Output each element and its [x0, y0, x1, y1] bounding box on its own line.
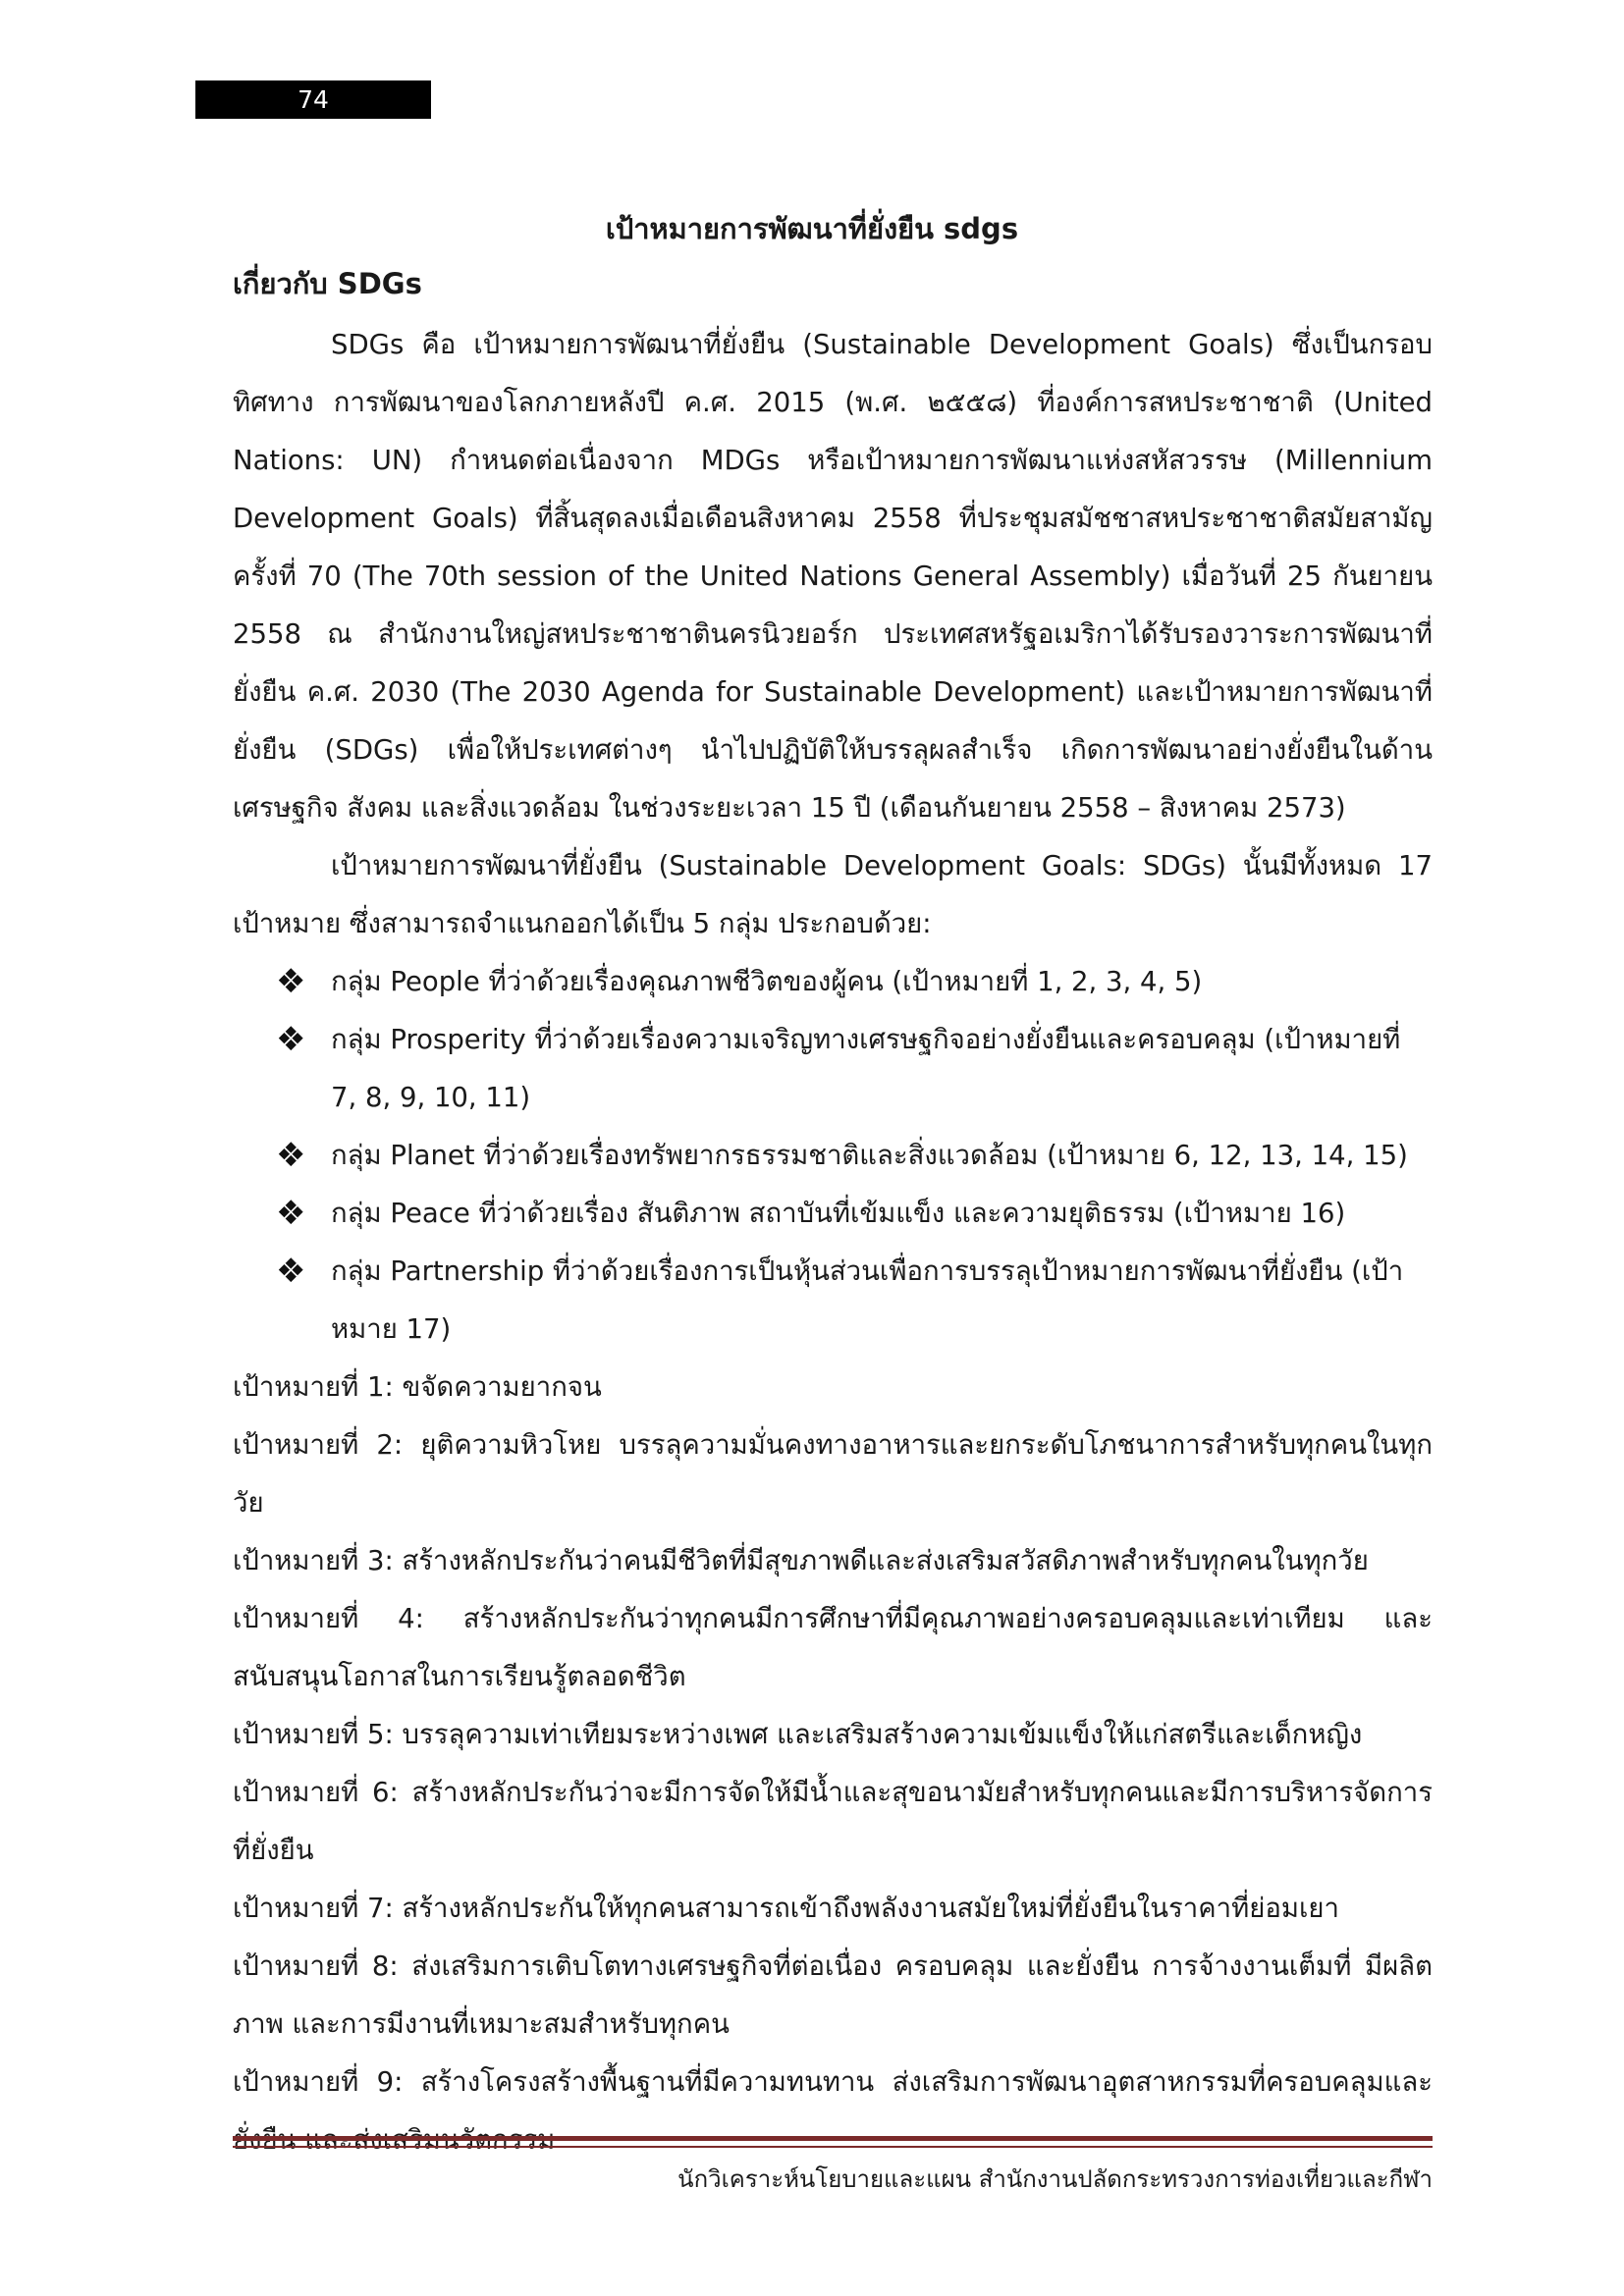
- page-number: 74: [195, 80, 431, 119]
- goal-2: เป้าหมายที่ 2: ยุติความหิวโหย บรรลุความมั่นคงทางอาหารและยกระดับโภชนาการสำหรับทุกคนในทุกวัย: [233, 1429, 1433, 1519]
- list-item: [233, 1127, 1433, 1185]
- diamond-bullet-icon: ❖: [276, 1136, 306, 1175]
- diamond-bullet-icon: ❖: [276, 1020, 306, 1059]
- list-item: [233, 1243, 1433, 1359]
- sdg-group-list: [233, 953, 1433, 1359]
- list-item: [233, 953, 1433, 1011]
- group-text: กลุ่ม Partnership ที่ว่าด้วยเรื่องการเป็นหุ้นส่วนเพื่อการบรรลุเป้าหมายการพัฒนาที่ยั่งยืน (เป้าหมาย 17): [331, 1255, 1404, 1345]
- list-item: [233, 1011, 1433, 1127]
- footer-rule-thin: [233, 2146, 1433, 2148]
- page-title: เป้าหมายการพัฒนาที่ยั่งยืน sdgs: [605, 212, 1019, 245]
- intro-paragraph: SDGs คือ เป้าหมายการพัฒนาที่ยั่งยืน (Sustainable Development Goals) ซึ่งเป็นกรอบทิศทาง การพัฒนาของโลกภายหลังปี ค.ศ. 2015 (พ.ศ. ๒๕๕๘) ที่องค์การสหประชาชาติ (United Nations: UN) กำหนดต่อเนื่องจาก MDGs หรือเป้าหมายการพัฒนาแห่งสหัสวรรษ (Millennium Development Goals) ที่สิ้นสุดลงเมื่อเดือนสิงหาคม 2558 ที่ประชุมสมัชชาสหประชาชาติสมัยสามัญครั้งที่ 70 (The 70th session of the United Nations General Assembly) เมื่อวันที่ 25 กันยายน 2558 ณ สำนักงานใหญ่สหประชาชาตินครนิวยอร์ก ประเทศสหรัฐอเมริกาได้รับรองวาระการพัฒนาที่ยั่งยืน ค.ศ. 2030 (The 2030 Agenda for Sustainable Development) และเป้าหมายการพัฒนาที่ยั่งยืน (SDGs) เพื่อให้ประเทศต่างๆ นำไปปฏิบัติให้บรรลุผลสำเร็จ เกิดการพัฒนาอย่างยั่งยืนในด้านเศรษฐกิจ สังคม และสิ่งแวดล้อม ในช่วงระยะเวลา 15 ปี (เดือนกันยายน 2558 – สิงหาคม 2573): [233, 329, 1433, 824]
- list-item: [233, 1185, 1433, 1243]
- footer-rule: [233, 2136, 1433, 2141]
- diamond-bullet-icon: ❖: [276, 1194, 306, 1233]
- group-text: กลุ่ม Prosperity ที่ว่าด้วยเรื่องความเจริญทางเศรษฐกิจอย่างยั่งยืนและครอบคลุม (เป้าหมายที่ 7, 8, 9, 10, 11): [331, 1024, 1401, 1113]
- diamond-bullet-icon: ❖: [276, 962, 306, 1001]
- goal-9: เป้าหมายที่ 9: สร้างโครงสร้างพื้นฐานที่มีความทนทาน ส่งเสริมการพัฒนาอุตสาหกรรมที่ครอบคลุมและ: [233, 2066, 1433, 2098]
- group-text: กลุ่ม Peace ที่ว่าด้วยเรื่อง สันติภาพ สถาบันที่เข้มแข็ง และความยุติธรรม (เป้าหมาย 16): [331, 1198, 1346, 1229]
- group-text: กลุ่ม Planet ที่ว่าด้วยเรื่องทรัพยากรธรรมชาติและสิ่งแวดล้อม (เป้าหมาย 6, 12, 13, 14, 15): [331, 1140, 1408, 1171]
- goal-4: เป้าหมายที่ 4: สร้างหลักประกันว่าทุกคนมีการศึกษาที่มีคุณภาพอย่างครอบคลุมและเท่าเทียม และสนับสนุนโอกาสในการเรียนรู้ตลอดชีวิต: [233, 1603, 1433, 1692]
- footer-text: นักวิเคราะห์นโยบายและแผน สำนักงานปลัดกระทรวงการท่องเที่ยวและกีฬา: [677, 2165, 1433, 2193]
- goal-3: เป้าหมายที่ 3: สร้างหลักประกันว่าคนมีชีวิตที่มีสุขภาพดีและส่งเสริมสวัสดิภาพสำหรับทุกคนในทุกวัย: [233, 1545, 1369, 1576]
- group-text: กลุ่ม People ที่ว่าด้วยเรื่องคุณภาพชีวิตของผู้คน (เป้าหมายที่ 1, 2, 3, 4, 5): [331, 966, 1203, 997]
- diamond-bullet-icon: ❖: [276, 1252, 306, 1291]
- goal-7: เป้าหมายที่ 7: สร้างหลักประกันให้ทุกคนสามารถเข้าถึงพลังงานสมัยใหม่ที่ยั่งยืนในราคาที่ย่อมเยา: [233, 1893, 1339, 1924]
- groups-intro-paragraph: เป้าหมายการพัฒนาที่ยั่งยืน (Sustainable Development Goals: SDGs) นั้นมีทั้งหมด 17 เป้าหมาย ซึ่งสามารถจำแนกออกได้เป็น 5 กลุ่ม ประกอบด้วย:: [233, 850, 1433, 939]
- goal-5: เป้าหมายที่ 5: บรรลุความเท่าเทียมระหว่างเพศ และเสริมสร้างความเข้มแข็งให้แก่สตรีและเด็กหญิง: [233, 1719, 1363, 1750]
- goal-8: เป้าหมายที่ 8: ส่งเสริมการเติบโตทางเศรษฐกิจที่ต่อเนื่อง ครอบคลุม และยั่งยืน การจ้างงานเต็มที่ มีผลิตภาพ และการมีงานที่เหมาะสมสำหรับทุกคน: [233, 1950, 1433, 2040]
- section-heading: เกี่ยวกับ SDGs: [233, 267, 422, 300]
- goal-1: เป้าหมายที่ 1: ขจัดความยากจน: [233, 1371, 602, 1403]
- goal-6: เป้าหมายที่ 6: สร้างหลักประกันว่าจะมีการจัดให้มีน้ำและสุขอนามัยสำหรับทุกคนและมีการบริหารจัดการที่ยั่งยืน: [233, 1777, 1433, 1866]
- document-body: [233, 316, 1433, 2169]
